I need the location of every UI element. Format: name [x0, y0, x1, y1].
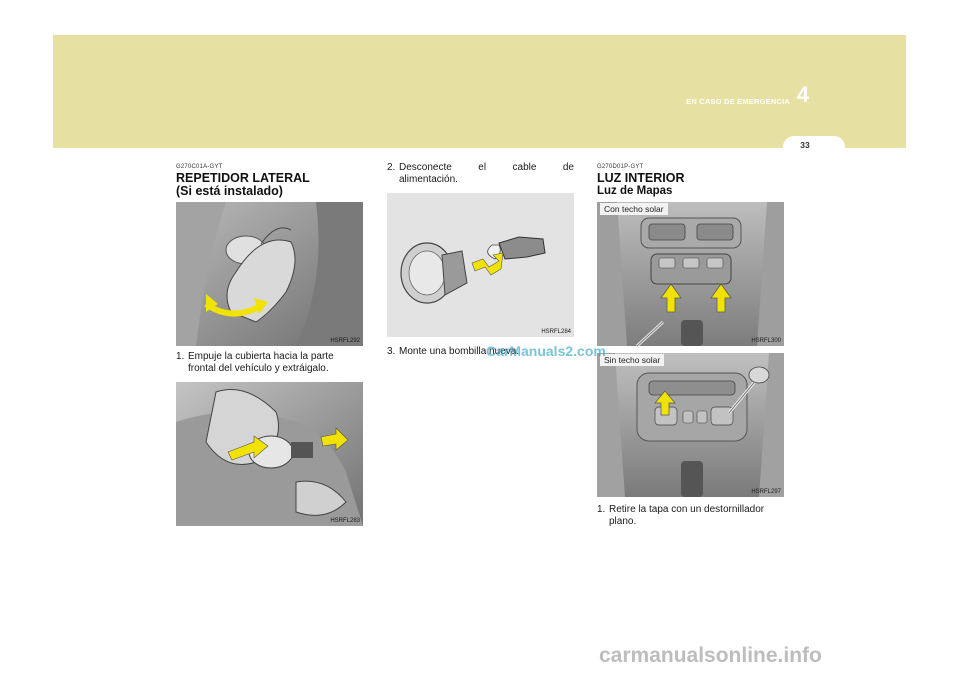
figure-map-light-sunroof — [597, 202, 784, 346]
figure-tag: Con techo solar — [600, 203, 668, 215]
page-number: 33 — [800, 140, 810, 150]
section-subtitle-right: Luz de Mapas — [597, 185, 673, 197]
section-title-right: LUZ INTERIOR — [597, 171, 685, 185]
section-subtitle-left: (Si está instalado) — [176, 184, 283, 198]
step-text: Monte una bombilla nueva. — [399, 346, 520, 357]
section-title-left: REPETIDOR LATERAL — [176, 171, 310, 185]
watermark-carmanualsonline: carmanualsonline.info — [599, 644, 822, 667]
step-number: 1. — [176, 351, 185, 362]
figure-side-repeater — [176, 202, 363, 346]
step-text: Empuje la cubierta hacia la parte — [188, 351, 334, 362]
step-number: 1. — [597, 504, 606, 515]
step-text: Desconecte el cable de — [399, 162, 574, 173]
figure-id: HSRFL283 — [330, 518, 360, 524]
figure-tag: Sin techo solar — [600, 354, 664, 366]
step-number: 2. — [387, 162, 396, 173]
step-text: Retire la tapa con un destornillador — [609, 504, 765, 515]
section-code-right: G270D01P-GYT — [597, 164, 644, 170]
instruction-step-1-right — [597, 504, 787, 528]
figure-id: HSRFL292 — [330, 338, 360, 344]
figure-id: HSRFL297 — [751, 489, 781, 495]
figure-id: HSRFL284 — [541, 329, 571, 335]
chapter-title: EN CASO DE EMERGENCIA — [686, 97, 790, 106]
figure-id: HSRFL300 — [751, 338, 781, 344]
watermark-carmanuals2: CarManuals2.com — [486, 343, 606, 359]
section-code-left: G270C01A-GYT — [176, 164, 223, 170]
step-text-cont: frontal del vehículo y extráigalo. — [188, 363, 329, 374]
header-band — [53, 35, 906, 148]
step-text-cont: alimentación. — [399, 174, 458, 185]
figure-map-light-no-sunroof — [597, 353, 784, 497]
chapter-number: 4 — [796, 82, 810, 107]
instruction-step-2 — [387, 162, 574, 186]
step-number: 3. — [387, 346, 396, 357]
step-text-cont: plano. — [609, 516, 637, 527]
instruction-step-1 — [176, 351, 363, 375]
figure-bulb-removal — [176, 382, 363, 526]
figure-bulb-disconnect — [387, 193, 574, 337]
